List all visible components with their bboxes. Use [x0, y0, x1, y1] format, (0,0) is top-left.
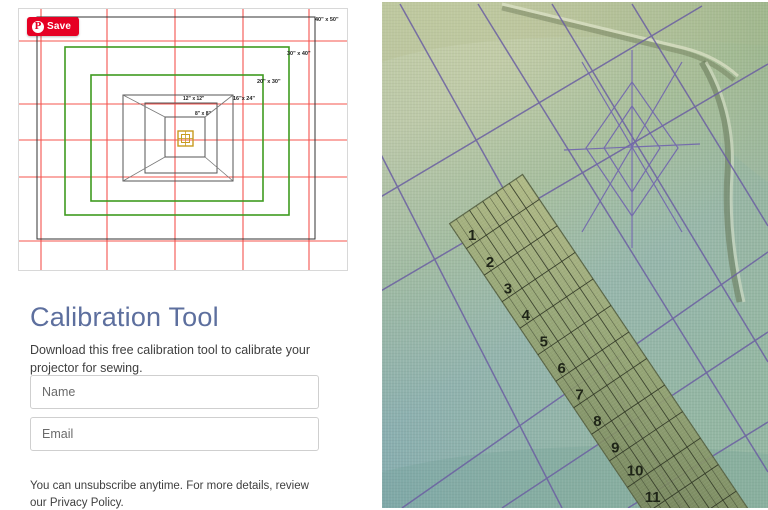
- name-input[interactable]: [30, 375, 319, 409]
- email-input[interactable]: [30, 417, 319, 451]
- label-16x24: 16"x 24": [233, 96, 256, 102]
- label-30x40: 30" x 40": [287, 51, 311, 57]
- page-title: Calibration Tool: [30, 302, 219, 333]
- photo-svg: [382, 2, 768, 508]
- svg-text:4: 4: [521, 306, 531, 324]
- svg-text:8: 8: [593, 412, 602, 430]
- label-20x30: 20" x 30": [257, 79, 281, 85]
- label-8x8: 8" x 8": [195, 111, 211, 117]
- signup-panel: [0, 0, 366, 510]
- svg-text:7: 7: [575, 386, 584, 404]
- label-40x50: 40" x 50": [315, 17, 339, 23]
- pinterest-save-label: Save: [47, 21, 72, 32]
- svg-text:11: 11: [644, 489, 661, 507]
- label-12x12: 12" x 12": [183, 96, 205, 102]
- projector-grid-on-fabric-photo: [382, 2, 768, 508]
- svg-text:3: 3: [503, 280, 513, 298]
- svg-text:1: 1: [467, 227, 477, 245]
- svg-text:5: 5: [539, 333, 548, 351]
- svg-text:10: 10: [626, 462, 644, 480]
- calibration-diagram-labels: [19, 9, 348, 271]
- pinterest-icon: P: [32, 21, 44, 33]
- svg-text:2: 2: [485, 253, 495, 271]
- svg-text:6: 6: [557, 359, 566, 377]
- calibration-diagram: [18, 8, 348, 271]
- svg-text:9: 9: [611, 439, 620, 457]
- unsubscribe-notice: You can unsubscribe anytime. For more details, review our Privacy Policy.: [30, 479, 309, 509]
- pinterest-save-button[interactable]: [27, 17, 79, 36]
- description-text: Download this free calibration tool to calibrate your projector for sewing.: [30, 342, 311, 375]
- panel-divider: [366, 0, 382, 510]
